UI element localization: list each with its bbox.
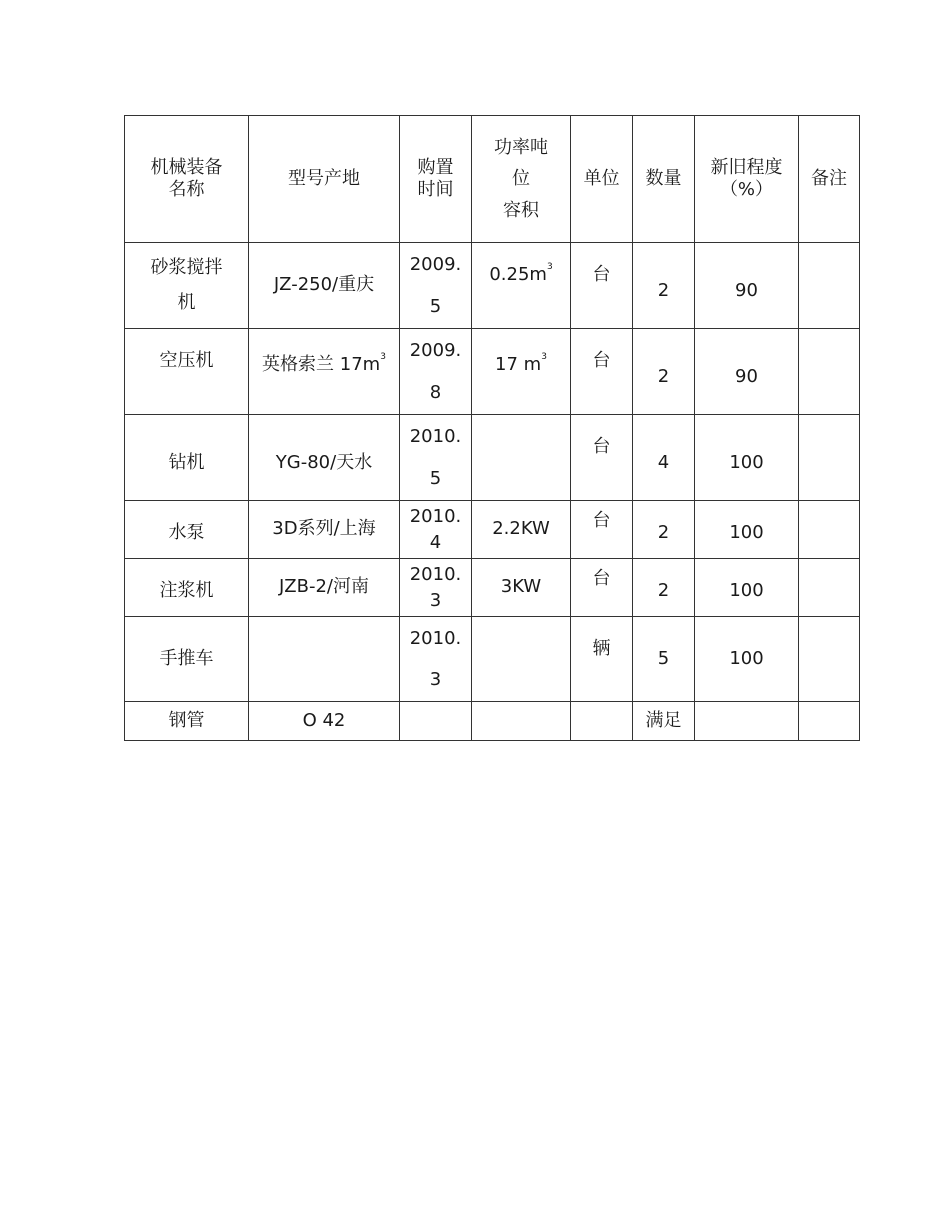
cell-condition: [695, 702, 799, 741]
cell-qty: 满足: [633, 702, 695, 741]
cell-note: [799, 415, 860, 501]
header-power: 功率吨 位 容积: [472, 116, 571, 243]
cell-qty: 2: [633, 243, 695, 329]
cell-note: [799, 329, 860, 415]
cell-unit: 台: [571, 559, 633, 617]
cell-name: 水泵: [125, 501, 249, 559]
table-row: [125, 702, 860, 741]
cell-name: 空压机: [125, 329, 249, 415]
cell-model: JZ-250/重庆: [249, 243, 400, 329]
cell-note: [799, 501, 860, 559]
cell-unit: 辆: [571, 617, 633, 702]
cell-condition: 100: [695, 559, 799, 617]
cell-model: O 42: [249, 702, 400, 741]
cell-purchase: 2010. 4: [400, 501, 472, 559]
equipment-table: [124, 115, 860, 741]
cell-model: 英格索兰 $17m^3$: [249, 329, 400, 415]
cell-name: 钢管: [125, 702, 249, 741]
cell-power: [472, 415, 571, 501]
table-row: [125, 501, 860, 559]
header-purchase: 购置 时间: [400, 116, 472, 243]
cell-unit: [571, 702, 633, 741]
cell-condition: 100: [695, 501, 799, 559]
header-qty: 数量: [633, 116, 695, 243]
cell-qty: 2: [633, 501, 695, 559]
cell-qty: 2: [633, 329, 695, 415]
cell-qty: 5: [633, 617, 695, 702]
cell-power: 3KW: [472, 559, 571, 617]
header-name: 机械装备 名称: [125, 116, 249, 243]
header-model: 型号产地: [249, 116, 400, 243]
cell-purchase: 2010. 3: [400, 617, 472, 702]
cell-condition: 100: [695, 415, 799, 501]
cell-model: YG-80/天水: [249, 415, 400, 501]
cell-power: 2.2KW: [472, 501, 571, 559]
cell-purchase: 2010. 3: [400, 559, 472, 617]
cell-power: [472, 702, 571, 741]
cell-purchase: 2010. 5: [400, 415, 472, 501]
cell-unit: 台: [571, 501, 633, 559]
cell-note: [799, 559, 860, 617]
cell-qty: 4: [633, 415, 695, 501]
cell-unit: 台: [571, 415, 633, 501]
cell-unit: 台: [571, 329, 633, 415]
cell-note: [799, 617, 860, 702]
table-row: [125, 415, 860, 501]
cell-name: 砂浆搅拌 机: [125, 243, 249, 329]
table-row: [125, 617, 860, 702]
cell-condition: 100: [695, 617, 799, 702]
cell-condition: 90: [695, 243, 799, 329]
cell-condition: 90: [695, 329, 799, 415]
table-row: [125, 559, 860, 617]
cell-name: 注浆机: [125, 559, 249, 617]
cell-purchase: 2009. 5: [400, 243, 472, 329]
table-row: [125, 243, 860, 329]
cell-note: [799, 243, 860, 329]
cell-model: 3D系列/上海: [249, 501, 400, 559]
cell-power: $0.25m^3$: [472, 243, 571, 329]
cell-power: 17 $m^3$: [472, 329, 571, 415]
cell-unit: 台: [571, 243, 633, 329]
header-row: [125, 116, 860, 243]
cell-purchase: 2009. 8: [400, 329, 472, 415]
cell-model: JZB-2/河南: [249, 559, 400, 617]
cell-purchase: [400, 702, 472, 741]
cell-power: [472, 617, 571, 702]
header-condition: 新旧程度 （%）: [695, 116, 799, 243]
cell-name: 手推车: [125, 617, 249, 702]
cell-note: [799, 702, 860, 741]
header-unit: 单位: [571, 116, 633, 243]
header-note: 备注: [799, 116, 860, 243]
cell-model: [249, 617, 400, 702]
cell-name: 钻机: [125, 415, 249, 501]
cell-qty: 2: [633, 559, 695, 617]
table-row: [125, 329, 860, 415]
